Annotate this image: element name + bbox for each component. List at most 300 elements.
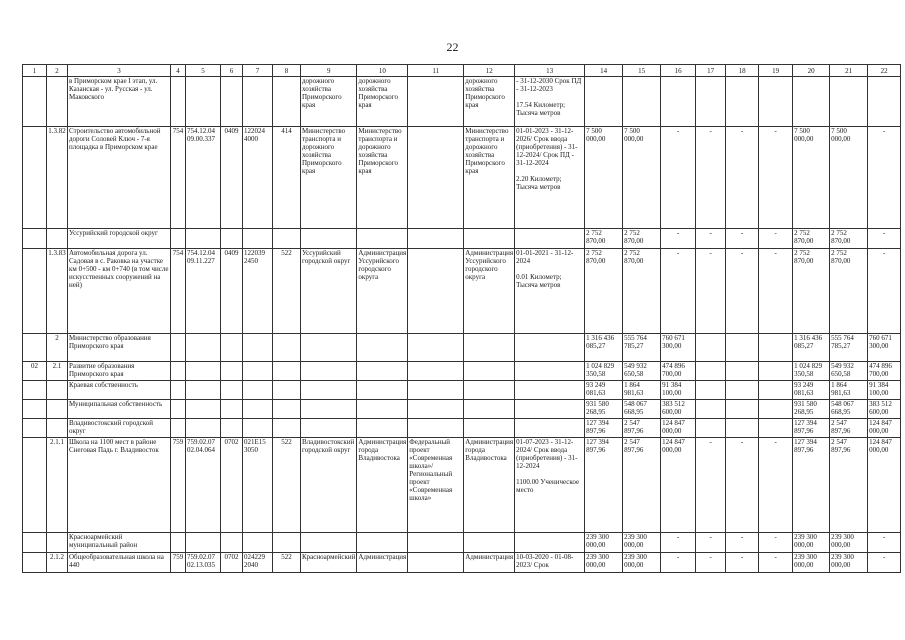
table-cell <box>301 533 357 553</box>
column-number: 22 <box>868 65 901 77</box>
table-cell: 2 752 870,00 <box>623 249 661 334</box>
table-cell: Администрация Уссурийского городского округа <box>464 249 515 334</box>
table-cell: 7 500 000,00 <box>623 127 661 229</box>
table-cell <box>515 533 585 553</box>
table-cell: 024229 2040 <box>243 553 273 573</box>
table-cell: 7 500 000,00 <box>585 127 623 229</box>
table-cell: 754.12.04 09.11.227 <box>186 249 221 334</box>
table-cell: 0702 <box>221 438 243 533</box>
column-number: 16 <box>661 65 696 77</box>
table-cell: - <box>868 553 901 573</box>
table-cell <box>696 381 726 400</box>
table-cell: Строительство автомобильной дороги Соловей Ключ - 7-я площадка в Приморском крае <box>68 127 171 229</box>
table-cell <box>464 419 515 438</box>
table-cell <box>186 533 221 553</box>
table-row <box>23 438 901 533</box>
table-cell: - <box>696 438 726 533</box>
table-cell <box>585 77 623 127</box>
table-cell <box>408 553 464 573</box>
table-cell <box>273 334 301 362</box>
table-cell: 549 932 650,58 <box>830 362 868 381</box>
table-cell <box>696 334 726 362</box>
table-cell: 1.3.83 <box>47 249 68 334</box>
table-cell: 522 <box>273 438 301 533</box>
table-cell <box>357 381 408 400</box>
table-cell: 127 394 897,96 <box>793 419 830 438</box>
table-cell <box>868 77 901 127</box>
table-row <box>23 77 901 127</box>
table-cell: в Приморском крае I этап, ул. Казанская - ул. Русская - ул. Маковского <box>68 77 171 127</box>
table-cell: 383 512 600,00 <box>868 400 901 419</box>
table-cell: Уссурийский городской округ <box>301 249 357 334</box>
table-cell: 124 847 000,00 <box>868 419 901 438</box>
table-cell: - <box>868 533 901 553</box>
table-cell: 7 500 000,00 <box>793 127 830 229</box>
table-cell: Уссурийский городской округ <box>68 229 171 249</box>
table-cell: Федеральный проект «Современная школа»/Региональный проект «Современная школа» <box>408 438 464 533</box>
table-cell: 02 <box>23 362 47 381</box>
table-cell <box>23 249 47 334</box>
table-cell: 91 384 100,00 <box>661 381 696 400</box>
table-cell <box>301 400 357 419</box>
column-number: 3 <box>68 65 171 77</box>
table-row <box>23 127 901 229</box>
table-cell: дорожного хозяйства Приморского края <box>464 77 515 127</box>
table-cell: 2.1.2 <box>47 553 68 573</box>
table-cell: 760 671 300,00 <box>661 334 696 362</box>
table-cell: - 31-12-2030 Срок ПД - 31-12-2023 17.54 Километр; Тысяча метров <box>515 77 585 127</box>
table-cell <box>273 419 301 438</box>
table-cell: 2 <box>47 334 68 362</box>
table-cell: 555 764 785,27 <box>623 334 661 362</box>
table-cell: Министерство транспорта и дорожного хозяйства Приморского края <box>357 127 408 229</box>
table-cell: 01-01-2021 - 31-12-2024 0.01 Километр; Тысяча метров <box>515 249 585 334</box>
table-cell: 0702 <box>221 553 243 573</box>
table-cell: 2 752 870,00 <box>830 229 868 249</box>
table-cell: 2.1.1 <box>47 438 68 533</box>
table-cell <box>186 362 221 381</box>
table-row <box>23 419 901 438</box>
table-cell <box>47 77 68 127</box>
table-cell: 549 932 650,58 <box>623 362 661 381</box>
table-cell: Администрация <box>464 553 515 573</box>
column-number: 13 <box>515 65 585 77</box>
table-cell: - <box>726 249 759 334</box>
table-cell <box>408 419 464 438</box>
table-cell: 474 896 700,00 <box>661 362 696 381</box>
column-number: 2 <box>47 65 68 77</box>
column-number: 15 <box>623 65 661 77</box>
table-cell: 548 067 668,95 <box>830 400 868 419</box>
table-cell <box>23 553 47 573</box>
table-cell: - <box>696 249 726 334</box>
table-cell <box>357 334 408 362</box>
page-number: 22 <box>446 40 459 54</box>
table-cell <box>301 334 357 362</box>
table-cell: 2 752 870,00 <box>585 249 623 334</box>
table-cell: Развитие образования Приморского края <box>68 362 171 381</box>
table-row <box>23 249 901 334</box>
table-cell <box>408 334 464 362</box>
table-cell <box>221 334 243 362</box>
table-cell: 239 300 000,00 <box>830 533 868 553</box>
column-number: 18 <box>726 65 759 77</box>
table-cell <box>515 229 585 249</box>
table-cell: 931 580 268,95 <box>585 400 623 419</box>
table-cell: - <box>661 229 696 249</box>
column-number-row <box>23 65 901 77</box>
table-cell <box>23 400 47 419</box>
table-cell: 2 547 897,96 <box>830 438 868 533</box>
investment-table <box>22 64 901 573</box>
table-cell: - <box>759 438 793 533</box>
table-cell <box>515 400 585 419</box>
table-cell: 1 864 981,63 <box>830 381 868 400</box>
table-cell <box>221 381 243 400</box>
table-cell <box>23 438 47 533</box>
table-cell: 760 671 300,00 <box>868 334 901 362</box>
table-cell: 0409 <box>221 249 243 334</box>
table-cell: 2 752 870,00 <box>830 249 868 334</box>
table-cell: 124 847 000,00 <box>661 419 696 438</box>
table-cell <box>23 381 47 400</box>
table-cell <box>696 77 726 127</box>
table-cell: 2 547 897,96 <box>623 438 661 533</box>
table-row <box>23 229 901 249</box>
table-cell <box>464 362 515 381</box>
table-cell: 555 764 785,27 <box>830 334 868 362</box>
table-cell: 127 394 897,96 <box>585 419 623 438</box>
table-cell <box>171 229 186 249</box>
table-cell <box>273 229 301 249</box>
table-cell <box>23 127 47 229</box>
table-cell: 239 300 000,00 <box>793 533 830 553</box>
table-cell <box>186 229 221 249</box>
table-cell: - <box>726 127 759 229</box>
table-cell: - <box>661 533 696 553</box>
table-cell <box>186 400 221 419</box>
table-cell <box>171 400 186 419</box>
column-number: 7 <box>243 65 273 77</box>
table-cell: Красноармейский муниципальный район <box>68 533 171 553</box>
table-cell <box>273 533 301 553</box>
table-cell: 754 <box>171 249 186 334</box>
table-cell <box>696 362 726 381</box>
table-body <box>23 65 901 573</box>
table-cell <box>273 381 301 400</box>
table-cell <box>357 419 408 438</box>
table-cell <box>726 381 759 400</box>
table-row <box>23 362 901 381</box>
table-cell <box>301 362 357 381</box>
table-cell <box>273 362 301 381</box>
table-cell: 548 067 668,95 <box>623 400 661 419</box>
table-cell <box>515 419 585 438</box>
table-cell: 239 300 000,00 <box>623 533 661 553</box>
table-cell <box>408 249 464 334</box>
table-cell: 1 316 436 085,27 <box>585 334 623 362</box>
table-cell <box>221 229 243 249</box>
table-cell: - <box>759 127 793 229</box>
table-cell: - <box>759 553 793 573</box>
table-cell <box>464 229 515 249</box>
table-cell <box>408 229 464 249</box>
table-cell: 122024 4000 <box>243 127 273 229</box>
table-cell: 2 752 870,00 <box>793 229 830 249</box>
table-cell <box>301 419 357 438</box>
table-cell <box>408 381 464 400</box>
table-cell: - <box>868 249 901 334</box>
table-cell: 1 024 829 350,58 <box>793 362 830 381</box>
table-row <box>23 553 901 573</box>
column-number: 17 <box>696 65 726 77</box>
table-cell: 021E15 3050 <box>243 438 273 533</box>
table-cell <box>357 533 408 553</box>
table-cell: 1 316 436 085,27 <box>793 334 830 362</box>
table-cell: 2 547 897,96 <box>623 419 661 438</box>
column-number: 1 <box>23 65 47 77</box>
table-cell: 124 847 000,00 <box>661 438 696 533</box>
table-cell <box>221 77 243 127</box>
table-cell: 239 300 000,00 <box>830 553 868 573</box>
table-cell <box>464 400 515 419</box>
table-cell <box>515 362 585 381</box>
column-number: 4 <box>171 65 186 77</box>
table-cell <box>759 77 793 127</box>
table-cell: - <box>661 553 696 573</box>
table-cell <box>23 419 47 438</box>
table-cell <box>23 229 47 249</box>
table-cell: 01-07-2023 - 31-12-2024/ Срок ввода (приобретения) - 31-12-2024 1100.00 Ученическое место <box>515 438 585 533</box>
table-cell <box>759 381 793 400</box>
table-cell: 2 752 870,00 <box>585 229 623 249</box>
table-cell <box>301 229 357 249</box>
table-cell: - <box>661 127 696 229</box>
table-cell <box>186 77 221 127</box>
table-cell: Краевая собственность <box>68 381 171 400</box>
table-cell: 2 752 870,00 <box>623 229 661 249</box>
table-cell <box>171 334 186 362</box>
table-row <box>23 400 901 419</box>
table-cell <box>186 381 221 400</box>
table-cell <box>171 381 186 400</box>
table-cell: 759 <box>171 438 186 533</box>
column-number: 10 <box>357 65 408 77</box>
table-cell <box>243 381 273 400</box>
table-cell: Администрация города Владивостока <box>464 438 515 533</box>
column-number: 6 <box>221 65 243 77</box>
table-cell <box>171 77 186 127</box>
table-cell <box>273 400 301 419</box>
table-cell <box>23 77 47 127</box>
table-cell: 127 394 897,96 <box>793 438 830 533</box>
table-cell: - <box>661 249 696 334</box>
table-cell <box>243 334 273 362</box>
table-cell: - <box>696 127 726 229</box>
table-cell: - <box>696 229 726 249</box>
table-cell: дорожного хозяйства Приморского края <box>357 77 408 127</box>
table-cell: 383 512 600,00 <box>661 400 696 419</box>
table-cell <box>357 229 408 249</box>
table-cell: 239 300 000,00 <box>623 553 661 573</box>
table-cell: 127 394 897,96 <box>585 438 623 533</box>
table-cell <box>186 334 221 362</box>
table-cell <box>623 77 661 127</box>
table-cell: Министерство транспорта и дорожного хозяйства Приморского края <box>464 127 515 229</box>
table-cell: 759.02.07 02.04.064 <box>186 438 221 533</box>
table-cell: 931 580 268,95 <box>793 400 830 419</box>
table-cell <box>515 334 585 362</box>
table-cell <box>408 362 464 381</box>
table-cell <box>464 334 515 362</box>
table-cell: 522 <box>273 249 301 334</box>
table-cell: 754.12.04 09.00.337 <box>186 127 221 229</box>
table-cell <box>515 381 585 400</box>
table-cell <box>243 533 273 553</box>
table-cell <box>793 77 830 127</box>
table-cell: 7 500 000,00 <box>830 127 868 229</box>
column-number: 14 <box>585 65 623 77</box>
table-cell: 239 300 000,00 <box>793 553 830 573</box>
table-cell: 522 <box>273 553 301 573</box>
table-cell: 122039 2450 <box>243 249 273 334</box>
table-cell: Красноармейский <box>301 553 357 573</box>
table-cell <box>243 419 273 438</box>
table-cell: Автомобильная дорога ул. Садовая в с. Раковка на участке км 0+500 - км 0+740 (в том числе искусственных сооружений на ней) <box>68 249 171 334</box>
table-cell <box>47 419 68 438</box>
table-cell <box>243 229 273 249</box>
table-cell: 759.02.07 02.13.035 <box>186 553 221 573</box>
table-cell <box>726 419 759 438</box>
table-cell <box>47 229 68 249</box>
table-cell: Владивостокский городской округ <box>301 438 357 533</box>
table-cell <box>357 362 408 381</box>
table-cell <box>408 533 464 553</box>
table-cell <box>186 419 221 438</box>
column-number: 5 <box>186 65 221 77</box>
table-cell: Школа на 1100 мест в районе Снеговая Падь г. Владивосток <box>68 438 171 533</box>
table-cell: - <box>759 249 793 334</box>
table-cell: Администрация <box>357 553 408 573</box>
table-cell <box>47 381 68 400</box>
table-cell <box>759 334 793 362</box>
table-cell: - <box>726 229 759 249</box>
column-number: 20 <box>793 65 830 77</box>
table-row <box>23 334 901 362</box>
table-cell <box>47 400 68 419</box>
table-cell: 1.3.82 <box>47 127 68 229</box>
table-cell: 759 <box>171 553 186 573</box>
table-cell <box>273 77 301 127</box>
table-cell: - <box>696 533 726 553</box>
table-cell <box>408 127 464 229</box>
table-cell: Администрация города Владивостока <box>357 438 408 533</box>
table-cell <box>696 400 726 419</box>
table-cell: 1 864 981,63 <box>623 381 661 400</box>
table-cell <box>726 362 759 381</box>
table-cell: Министерство транспорта и дорожного хозяйства Приморского края <box>301 127 357 229</box>
table-cell: 239 300 000,00 <box>585 533 623 553</box>
table-cell <box>408 400 464 419</box>
table-cell <box>726 334 759 362</box>
column-number: 21 <box>830 65 868 77</box>
table-cell <box>171 533 186 553</box>
table-cell <box>243 362 273 381</box>
table-cell: Владивостокский городской округ <box>68 419 171 438</box>
table-cell: 93 249 081,63 <box>793 381 830 400</box>
table-cell <box>243 77 273 127</box>
table-cell <box>759 419 793 438</box>
table-cell: Муниципальная собственность <box>68 400 171 419</box>
table-cell <box>171 419 186 438</box>
table-cell: 239 300 000,00 <box>585 553 623 573</box>
table-cell: 01-01-2023 - 31-12-2026/ Срок ввода (приобретения) - 31-12-2024/ Срок ПД - 31-12-2024 2.20 Километр; Тысяча метров <box>515 127 585 229</box>
table-cell <box>221 400 243 419</box>
table-cell: 91 384 100,00 <box>868 381 901 400</box>
table-cell: Министерство образования Приморского края <box>68 334 171 362</box>
table-cell: 754 <box>171 127 186 229</box>
table-cell <box>830 77 868 127</box>
table-cell <box>221 533 243 553</box>
table-cell <box>464 533 515 553</box>
column-number: 9 <box>301 65 357 77</box>
table-cell <box>726 77 759 127</box>
table-cell <box>759 362 793 381</box>
table-cell <box>408 77 464 127</box>
table-cell <box>357 400 408 419</box>
table-cell: - <box>726 553 759 573</box>
table-cell <box>661 77 696 127</box>
table-cell: - <box>696 553 726 573</box>
table-cell <box>23 334 47 362</box>
table-cell <box>47 533 68 553</box>
table-cell <box>221 419 243 438</box>
column-number: 8 <box>273 65 301 77</box>
table-cell: 10-03-2020 - 01-08-2023/ Срок <box>515 553 585 573</box>
table-cell: 1 024 829 350,58 <box>585 362 623 381</box>
table-cell <box>759 400 793 419</box>
table-cell: 474 896 700,00 <box>868 362 901 381</box>
table-cell <box>464 381 515 400</box>
table-cell: - <box>868 127 901 229</box>
table-cell <box>301 381 357 400</box>
table-row <box>23 381 901 400</box>
table-cell: Администрация Уссурийского городского округа <box>357 249 408 334</box>
table-cell: 2.1 <box>47 362 68 381</box>
table-cell: 2 752 870,00 <box>793 249 830 334</box>
table-row <box>23 533 901 553</box>
table-cell <box>171 362 186 381</box>
table-cell: Общеобразовательная школа на 440 <box>68 553 171 573</box>
table-cell: - <box>759 533 793 553</box>
table-cell <box>221 362 243 381</box>
table-cell <box>23 533 47 553</box>
column-number: 11 <box>408 65 464 77</box>
table-cell <box>696 419 726 438</box>
table-cell: - <box>726 438 759 533</box>
column-number: 12 <box>464 65 515 77</box>
table-cell: - <box>726 533 759 553</box>
table-cell <box>726 400 759 419</box>
table-cell <box>243 400 273 419</box>
table-cell: 93 249 081,63 <box>585 381 623 400</box>
table-cell: 0409 <box>221 127 243 229</box>
table-cell: дорожного хозяйства Приморского края <box>301 77 357 127</box>
table-cell: - <box>759 229 793 249</box>
table-cell: 2 547 897,96 <box>830 419 868 438</box>
table-cell: 414 <box>273 127 301 229</box>
table-cell: 124 847 000,00 <box>868 438 901 533</box>
